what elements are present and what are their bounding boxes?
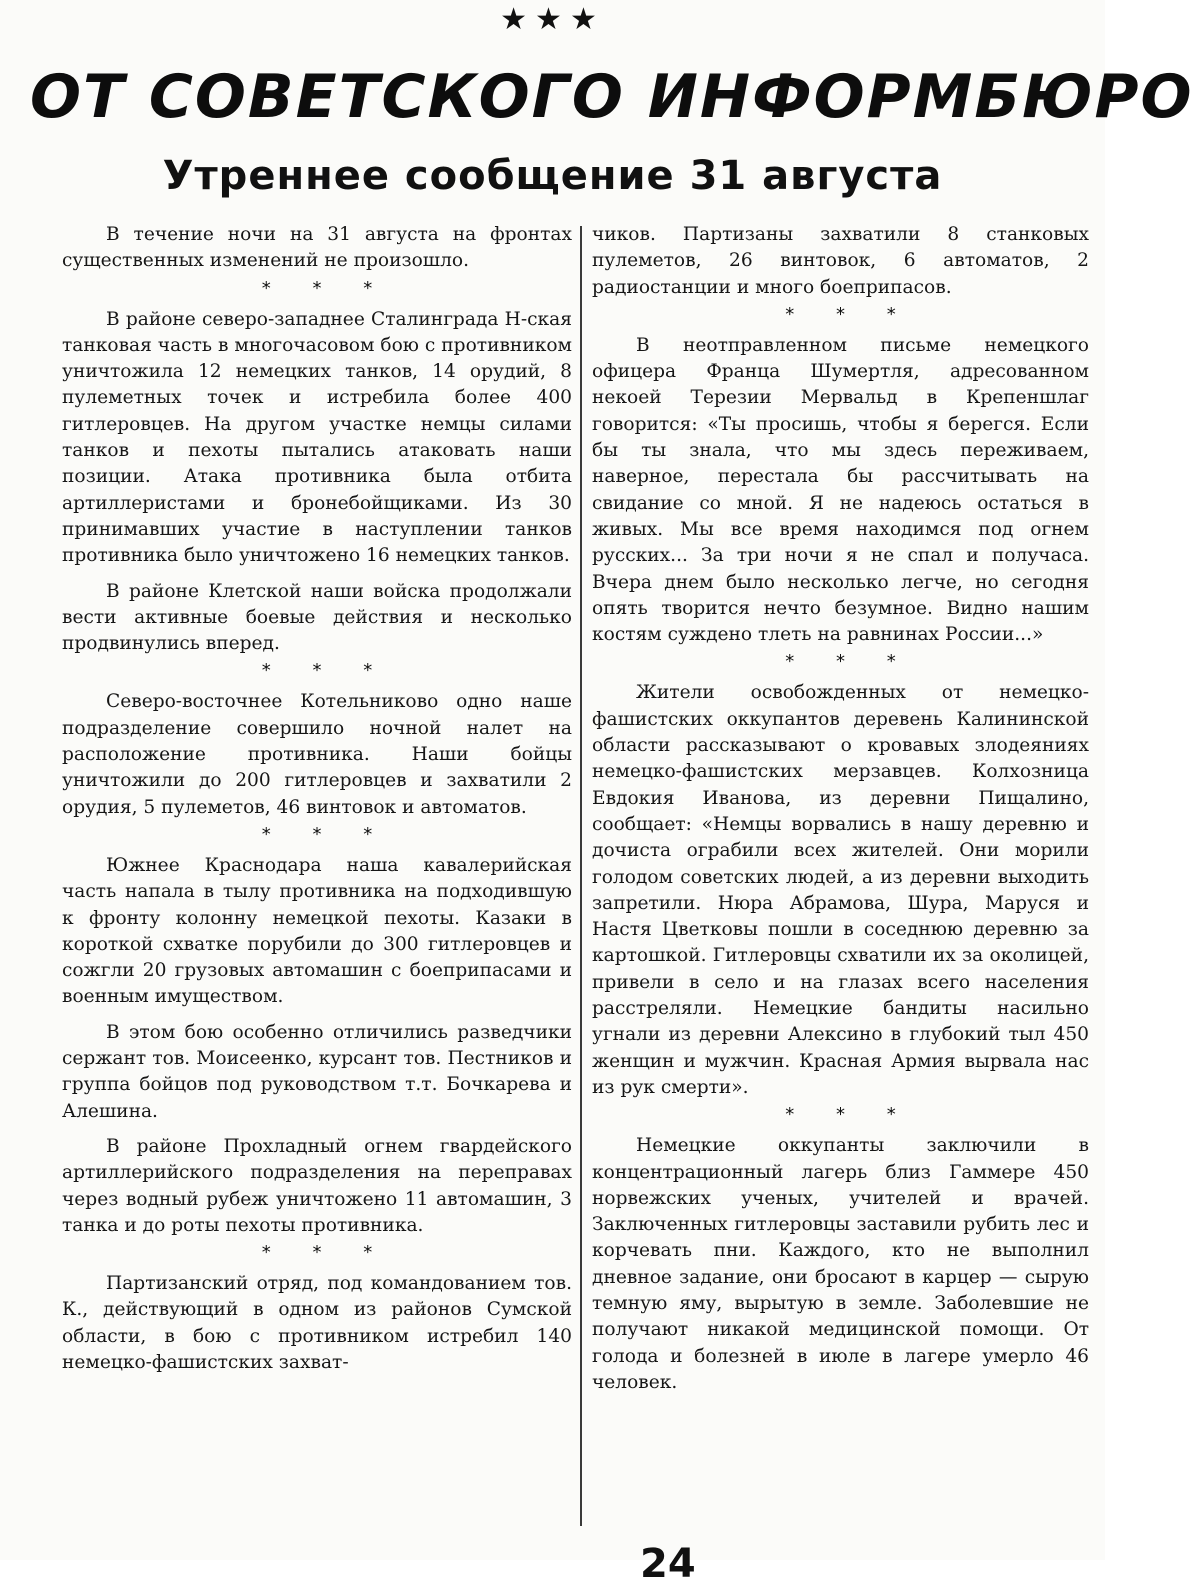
article-paragraph: Северо-восточнее Котельниково одно наше подразделение совершило ночной налет на расположение противника. Наши бойцы уничтожили до 200 гитлеровцев и захватили 2 орудия, 5 пулеметов, 46 винтовок и автоматов. (62, 691, 572, 818)
top-stars-ornament: ★★★ (500, 2, 605, 37)
article-paragraph: Южнее Краснодара наша кавалерийская часть напала в тылу противника на подходившую к фронту колонну немецкой пехоты. Казаки в короткой схватке порубили до 300 гитлеровцев и сожгли 20 грузовых автомашин с боеприпасами и военным имуществом. (62, 854, 572, 1008)
article-paragraph: В неотправленном письме немецкого офицера Франца Шумертля, адресованном некоей Терезии Мервальд в Крепеншлаг говорится: «Ты просишь, чтобы я берегся. Если бы ты знала, что мы здесь переживаем, наверное, перестала бы рассчитывать на свидание со мной. Я не надеюсь остаться в живых. Мы все время находимся под огнем русских... За три ночи я не спал и получаса. Вчера днем было несколько легче, но сегодня опять творится нечто безумное. Видно нашим костям суждено тлеть на равнинах России...» (592, 334, 1089, 646)
section-separator: * * * (785, 651, 914, 673)
page-headline: ОТ СОВЕТСКОГО ИНФОРМБЮРО (30, 62, 1193, 132)
section-separator: * * * (261, 660, 391, 682)
section-separator: * * * (785, 1104, 914, 1126)
next-article-fragment (640, 1541, 770, 1587)
article-paragraph-continued: чиков. Партизаны захватили 8 станковых пулеметов, 26 винтовок, 6 автоматов, 2 радиостанции и много боеприпасов. (592, 224, 1089, 298)
section-separator: * * * (261, 823, 391, 845)
left-column (62, 222, 572, 1376)
article-paragraph: Партизанский отряд, под командованием тов. К., действующий в одном из районов Сумской области, в бою с противником истребил 140 немецко-фашистских захват- (62, 1273, 572, 1373)
section-separator: * * * (261, 277, 391, 299)
article-paragraph: В течение ночи на 31 августа на фронтах существенных изменений не произошло. (62, 224, 572, 272)
article-paragraph: Жители освобожденных от немецко-фашистских оккупантов деревень Калининской области рассказывают о кровавых злодеяниях немецко-фашистских мерзавцев. Колхозница Евдокия Иванова, из деревни Пищалино, сообщает: «Немцы ворвались в нашу деревню и дочиста ограбили всех жителей. Они морили голодом советских людей, а из деревни выходить запретили. Нюра Абрамова, Шура, Маруся и Настя Цветковы пошли в соседнюю деревню за картошкой. Гитлеровцы схватили их за околицей, привели в село и на глазах всего населения расстреляли. Немецкие бандиты насильно угнали из деревни Алексино в глубокий тыл 450 женщин и мужчин. Красная Армия вырвала нас из рук смерти». (592, 682, 1089, 1098)
right-column (592, 222, 1089, 1396)
section-separator: * * * (261, 1242, 391, 1264)
article-paragraph: В районе Прохладный огнем гвардейского артиллерийского подразделения на переправах через водный рубеж уничтожено 11 автомашин, 3 танка и до роты пехоты противника. (62, 1135, 572, 1236)
article-paragraph: В районе Клетской наши войска продолжали вести активные боевые действия и несколько продвинулись вперед. (62, 580, 572, 655)
section-separator: * * * (785, 303, 914, 325)
article-paragraph: Немецкие оккупанты заключили в концентрационный лагерь близ Гаммере 450 норвежских ученых, учителей и врачей. Заключенных гитлеровцы заставили рубить лес и корчевать пни. Каждого, кто не выполнил дневное задание, они бросают в карцер — сырую темную яму, вырытую в земле. Заболевшие не получают никакой медицинской помощи. От голода и болезней в июле в лагере умерло 46 человек. (592, 1135, 1089, 1393)
column-divider (580, 226, 582, 1526)
page-subheadline: Утреннее сообщение 31 августа (162, 153, 943, 199)
article-paragraph: В этом бою особенно отличились разведчики сержант тов. Моисеенко, курсант тов. Пестников и группа бойцов под руководством т.т. Бочкарева и Алешина. (62, 1021, 572, 1122)
next-article-fragment-text: 24 (640, 1541, 696, 1587)
article-paragraph: В районе северо-западнее Сталинграда Н-ская танковая часть в многочасовом бою с противником уничтожила 12 немецких танков, 14 орудий, 8 пулеметных точек и истребила более 400 гитлеровцев. На другом участке немцы силами танков и пехоты пытались атаковать наши позиции. Атака противника была отбита артиллеристами и бронебойщиками. Из 30 принимавших участие в наступлении танков противника было уничтожено 16 немецких танков. (62, 308, 572, 567)
